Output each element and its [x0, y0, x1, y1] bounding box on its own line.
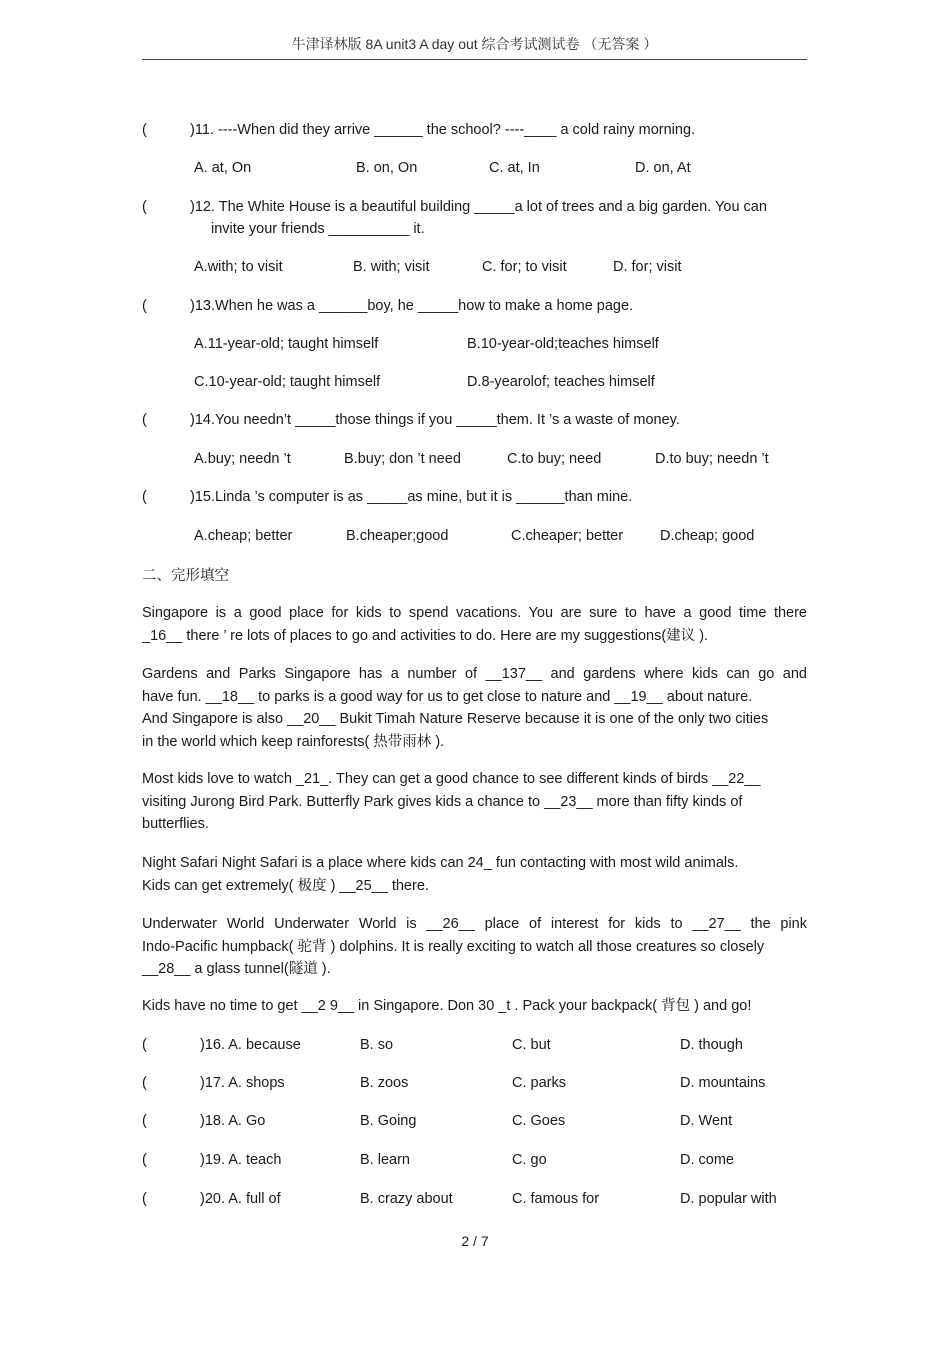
option-c: C. for; to visit [482, 259, 567, 275]
cloze-paragraph-3 [142, 768, 807, 836]
option-b: B. zoos [360, 1075, 409, 1091]
option-a: )19. A. teach [200, 1152, 282, 1168]
paragraph-line: _16__ there ’ re lots of places to go and activities to do. Here are my suggestions(建议 ). [142, 627, 709, 644]
option-b: B. Going [360, 1113, 417, 1129]
paragraph-line: have fun. __18__ to parks is a good way for us to get close to nature and __19__ about nature. [142, 688, 753, 705]
option-d: D. popular with [680, 1191, 777, 1207]
option-c: C. go [512, 1152, 547, 1168]
option-a: )17. A. shops [200, 1075, 285, 1091]
option-c: C.10-year-old; taught himself [194, 374, 381, 390]
option-b: B. on, On [356, 160, 418, 176]
paragraph-line: And Singapore is also __20__ Bukit Timah Nature Reserve because it is one of the only two cities [142, 711, 769, 727]
option-c: C. famous for [512, 1191, 600, 1207]
option-d: D. on, At [635, 160, 691, 176]
option-d: D. mountains [680, 1075, 766, 1091]
answer-paren: ( [142, 1113, 147, 1129]
paragraph-line: Kids have no time to get __2 9__ in Singapore. Don 30 _t . Pack your backpack( 背包 ) and go! [142, 998, 752, 1014]
question-stem: )12. The White House is a beautiful building _____a lot of trees and a big garden. You can [190, 199, 767, 215]
option-d: D.8-yearolof; teaches himself [467, 374, 655, 390]
option-c: C. but [512, 1037, 551, 1053]
option-d: D.to buy; needn ’t [655, 451, 769, 467]
option-b: B.cheaper;good [346, 528, 449, 544]
cloze-paragraph-5 [142, 913, 807, 981]
answer-paren: ( [142, 199, 147, 215]
paragraph-line: Gardens and Parks Singapore has a number of __137__ and gardens where kids can go and [142, 666, 807, 682]
option-c: C. parks [512, 1075, 566, 1091]
cloze-paragraph-6 [142, 995, 807, 1018]
paragraph-line: Most kids love to watch _21_. They can get a good chance to see different kinds of birds __22__ [142, 771, 761, 787]
question-stem: )13.When he was a ______boy, he _____how to make a home page. [190, 298, 634, 314]
paragraph-line: __28__ a glass tunnel(隧道 ). [142, 961, 331, 977]
header-rule [142, 59, 807, 60]
option-d: D. for; visit [613, 259, 682, 275]
page-header-title: 牛津译林版 8A unit3 A day out 综合考试测试卷 （无答案 ） [291, 36, 658, 52]
option-a: A.cheap; better [194, 528, 293, 544]
option-c: C.to buy; need [507, 451, 602, 467]
answer-paren: ( [142, 412, 147, 428]
paragraph-line: Indo-Pacific humpback( 驼背 ) dolphins. It is really exciting to watch all those creatures so closely [142, 938, 765, 955]
section-title: 二、完形填空 [142, 568, 229, 584]
option-c: C. Goes [512, 1113, 566, 1129]
option-a: )20. A. full of [200, 1191, 281, 1207]
answer-paren: ( [142, 1037, 147, 1053]
option-a: A.11-year-old; taught himself [194, 336, 379, 352]
option-c: C.cheaper; better [511, 528, 624, 544]
option-b: B. with; visit [353, 259, 430, 275]
option-a: A.buy; needn ’t [194, 451, 291, 467]
option-c: C. at, In [489, 160, 540, 176]
question-stem-line-2: invite your friends __________ it. [211, 221, 425, 237]
question-stem: )15.Linda ’s computer is as _____as mine, but it is ______than mine. [190, 489, 633, 505]
paragraph-line: butterflies. [142, 816, 209, 832]
paragraph-line: Singapore is a good place for kids to spend vacations. You are sure to have a good time there [142, 605, 807, 621]
option-a: A.with; to visit [194, 259, 283, 275]
paragraph-line: Underwater World Underwater World is __26__ place of interest for kids to __27__ the pink [142, 916, 807, 932]
option-d: D. come [680, 1152, 734, 1168]
paragraph-line: visiting Jurong Bird Park. Butterfly Park gives kids a chance to __23__ more than fifty kinds of [142, 793, 743, 810]
option-b: B.10-year-old;teaches himself [467, 336, 659, 352]
option-b: B.buy; don ’t need [344, 451, 461, 467]
answer-paren: ( [142, 1191, 147, 1207]
option-b: B. learn [360, 1152, 410, 1168]
question-stem: )11. ----When did they arrive ______ the school? ----____ a cold rainy morning. [190, 122, 696, 138]
cloze-paragraph-4 [142, 852, 807, 897]
option-d: D. though [680, 1037, 743, 1053]
option-b: B. so [360, 1037, 394, 1053]
option-a: )18. A. Go [200, 1113, 266, 1129]
paragraph-line: in the world which keep rainforests( 热带雨林 ). [142, 733, 445, 750]
answer-paren: ( [142, 122, 147, 138]
question-stem: )14.You needn’t _____those things if you _____them. It ’s a waste of money. [190, 412, 680, 428]
cloze-paragraph-1 [142, 602, 807, 647]
paragraph-line: Kids can get extremely( 极度 ) __25__ there. [142, 877, 429, 894]
answer-paren: ( [142, 489, 147, 505]
cloze-paragraph-2 [142, 663, 807, 753]
answer-paren: ( [142, 1075, 147, 1091]
page-number: 2 / 7 [461, 1233, 489, 1249]
answer-paren: ( [142, 1152, 147, 1168]
option-a: A. at, On [194, 160, 252, 176]
option-d: D. Went [680, 1113, 733, 1129]
paragraph-line: Night Safari Night Safari is a place where kids can 24_ fun contacting with most wild animals. [142, 855, 739, 871]
option-b: B. crazy about [360, 1191, 453, 1207]
option-a: )16. A. because [200, 1037, 301, 1053]
option-d: D.cheap; good [660, 528, 755, 544]
answer-paren: ( [142, 298, 147, 314]
